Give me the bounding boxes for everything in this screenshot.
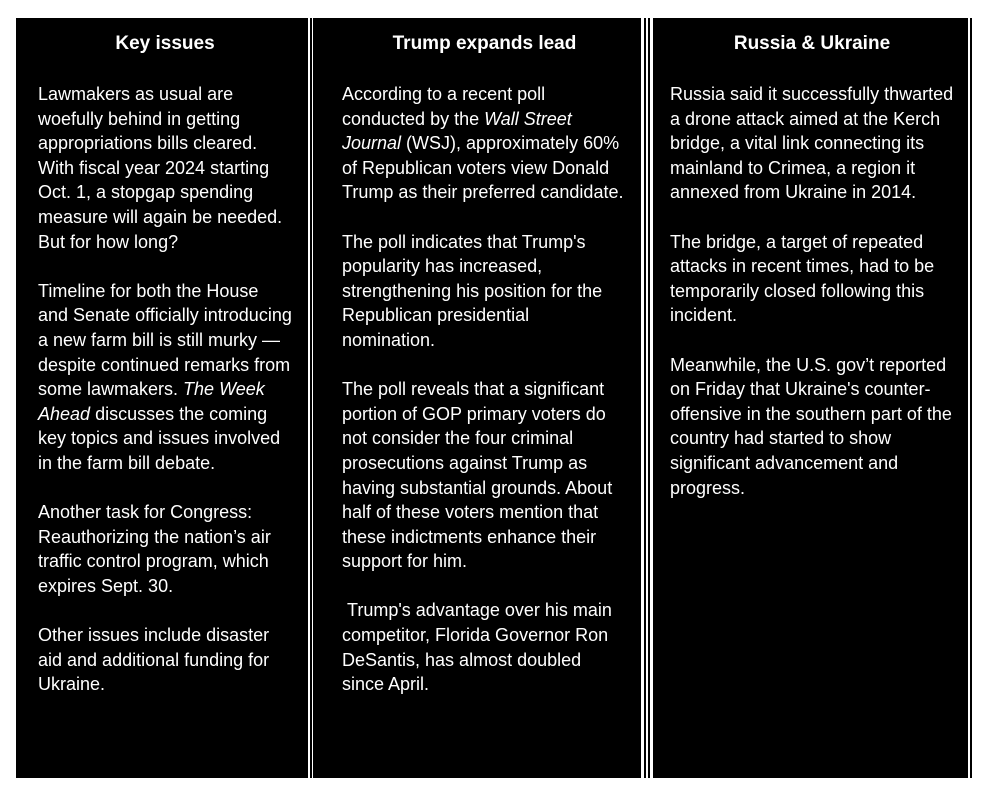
column-heading: Russia & Ukraine <box>733 33 891 54</box>
column-divider <box>310 18 312 778</box>
italic-title: Wall Street Journal <box>342 108 572 154</box>
column-heading: Trump expands lead <box>392 33 577 54</box>
column-russia-ukraine <box>653 18 968 778</box>
column-divider <box>644 18 646 778</box>
paragraph: Russia said it successfully thwarted a drone attack aimed at the Kerch bridge, a vital link connecting its mainland to Crimea, a region it annexed from Ukraine in 2014. <box>670 84 954 203</box>
paragraph: The poll indicates that Trump's popularity has increased, strengthening his position for the Republican presidential nomination. <box>342 231 603 350</box>
column-divider <box>970 18 972 778</box>
paragraph: Another task for Congress: Reauthorizing the nation’s air traffic control program, which expires Sept. 30. <box>38 502 271 596</box>
paragraph: According to a recent poll conducted by the Wall Street Journal (WSJ), approximately 60% of Republican voters view Donald Trump as their preferred candidate. <box>342 84 624 203</box>
paragraph: The bridge, a target of repeated attacks in recent times, had to be temporarily closed following this incident. <box>670 231 935 326</box>
paragraph: Lawmakers as usual are woefully behind in getting appropriations bills cleared. With fiscal year 2024 starting Oct. 1, a stopgap spending measure will again be needed. But for how long? <box>38 84 283 252</box>
paragraph: The poll reveals that a significant portion of GOP primary voters do not consider the four criminal prosecutions against Trump as having substantial grounds. About half of these voters mention that these indictments enhance their support for him. <box>342 379 613 572</box>
column-trump-expands-lead <box>313 18 641 778</box>
column-key-issues <box>16 18 308 778</box>
paragraph: Meanwhile, the U.S. gov’t reported on Friday that Ukraine's counter-offensive in the southern part of the country had started to show significant advancement and progress. <box>670 354 952 498</box>
paragraph: Trump's advantage over his main competitor, Florida Governor Ron DeSantis, has almost doubled since April. <box>342 600 617 695</box>
column-heading: Key issues <box>115 33 215 54</box>
paragraph: Other issues include disaster aid and additional funding for Ukraine. <box>38 625 270 695</box>
paragraph: Timeline for both the House and Senate officially introducing a new farm bill is still murky — despite continued remarks from some lawmakers. The Week Ahead discusses the coming key topics and issues involved in the farm bill debate. <box>38 280 292 473</box>
italic-title: The Week Ahead <box>38 379 265 424</box>
column-divider <box>648 18 650 778</box>
